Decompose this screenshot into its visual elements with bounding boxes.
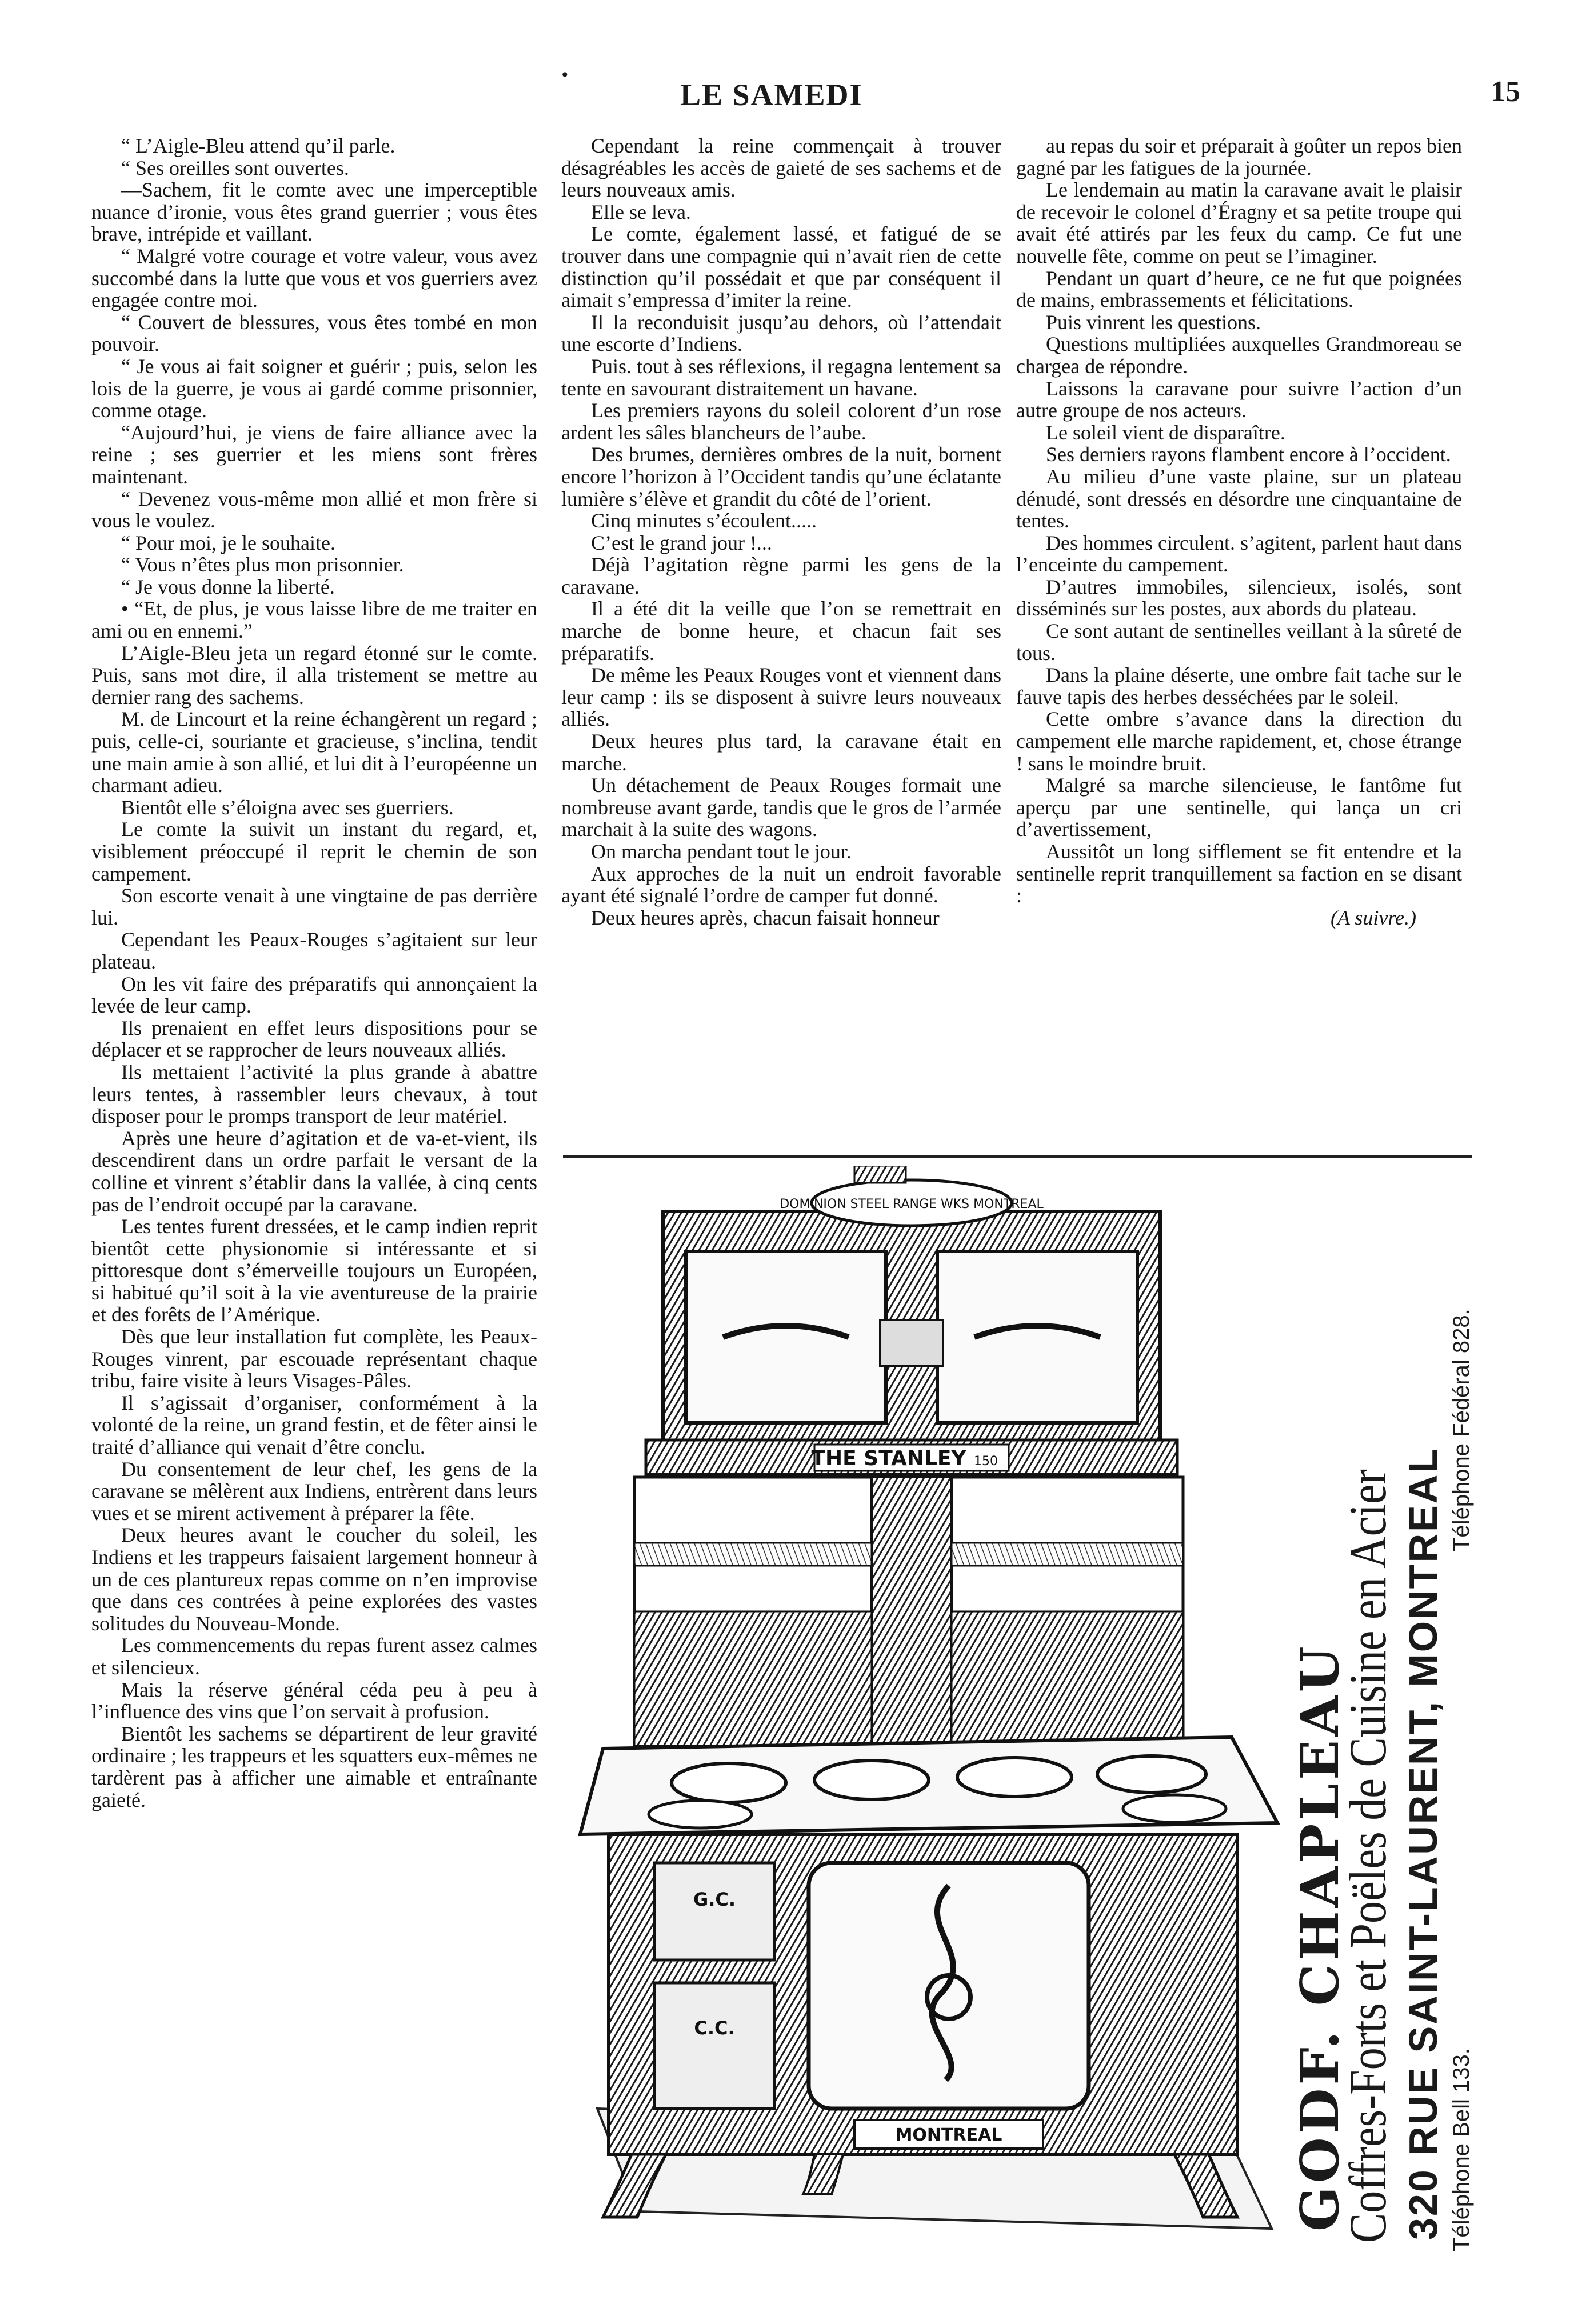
paragraph: Après une heure d’agitation et de va-et-vient, ils descendirent dans un ordre parfait le versant de la colline et vinrent s’établir dans la vallée, à cinq cents pas de l’endroit occupé par la caravane.	[91, 1126, 537, 1216]
paragraph: Ils mettaient l’activité la plus grande à abattre leurs tentes, à rassembler leurs chevaux, à tout disposer pour le promps transport de leur matériel.	[91, 1060, 537, 1128]
ad-address: 320 RUE SAINT-LAURENT, MONTREAL	[1401, 1446, 1445, 2240]
paragraph: Puis vinrent les questions.	[1046, 310, 1261, 334]
ad-phone-bell: Téléphone Bell 133.	[1449, 2048, 1474, 2251]
paragraph: Mais la réserve général céda peu à peu à l’influence des vins que l’on servait à profusion.	[91, 1678, 537, 1723]
header-dot: •	[560, 66, 570, 85]
paragraph: Son escorte venait à une vingtaine de pas derrière lui.	[91, 884, 537, 929]
paragraph: Aux approches de la nuit un endroit favorable ayant été signalé l’ordre de camper fut donné.	[561, 862, 1001, 907]
paragraph: “ Pour moi, je le souhaite.	[121, 531, 335, 554]
ad-merchant-name: GODF. CHAPLEAU	[1289, 1643, 1351, 2231]
paragraph: Dès que leur installation fut complète, les Peaux-Rouges vinrent, par escouade représentant chaque tribu, faire visite à leurs Visages-Pâles.	[91, 1325, 537, 1393]
text-column-2	[561, 135, 1001, 929]
paragraph: Des hommes circulent. s’agitent, parlent haut dans l’enceinte du campement.	[1016, 531, 1462, 577]
text-column-1	[91, 135, 537, 1811]
paragraph: Bientôt les sachems se départirent de leur gravité ordinaire ; les trappeurs et les squatters eux-mêmes ne tardèrent pas à afficher une aimable et entraînante gaieté.	[91, 1722, 537, 1811]
stove-model: 150	[974, 1454, 998, 1469]
stove-plate-text: DOMINION STEEL RANGE WKS MONTREAL	[780, 1197, 1044, 1211]
paragraph: Les premiers rayons du soleil colorent d’un rose ardent les sâles blancheurs de l’aube.	[561, 399, 1001, 444]
stove-brand: THE STANLEY	[811, 1447, 966, 1470]
paragraph: Deux heures après, chacun faisait honneur	[591, 906, 940, 929]
paragraph: Les commencements du repas furent assez calmes et silencieux.	[91, 1634, 537, 1679]
paragraph: Aussitôt un long sifflement se fit entendre et la sentinelle reprit tranquillement sa faction en se disant :	[1016, 840, 1462, 907]
paragraph: Malgré sa marche silencieuse, le fantôme fut aperçu par une sentinelle, qui lança un cri d’avertissement,	[1016, 774, 1462, 841]
paragraph: Les tentes furent dressées, et le camp indien reprit bientôt cette physionomie si intéressante et si pittoresque dont s’émerveille toujours un Européen, si habitué qu’il soit à la vie aventureuse de la prairie et des forêts de l’Amérique.	[91, 1215, 537, 1326]
paragraph: “Aujourd’hui, je viens de faire alliance avec la reine ; ses guerrier et les miens sont frères maintenant.	[91, 421, 537, 488]
oven-door-label-2: C.C.	[694, 2017, 735, 2039]
paragraph: L’Aigle-Bleu jeta un regard étonné sur le comte. Puis, sans mot dire, il alla tristement se mettre au dernier rang des sachems.	[91, 641, 537, 709]
stove-base-label: MONTREAL	[895, 2125, 1002, 2145]
paragraph: Le soleil vient de disparaître.	[1046, 421, 1285, 444]
paragraph: Déjà l’agitation règne parmi les gens de la caravane.	[561, 553, 1001, 598]
text-column-3	[1016, 135, 1462, 929]
paragraph: —Sachem, fit le comte avec une imperceptible nuance d’ironie, vous êtes grand guerrier ; vous êtes brave, intrépide et vaillant.	[91, 178, 537, 246]
paragraph: Le lendemain au matin la caravane avait le plaisir de recevoir le colonel d’Éragny et sa petite troupe qui avait été attirés par les feux du camp. Ce fut une nouvelle fête, comme on peut se l’imaginer.	[1016, 178, 1462, 267]
paragraph: Il la reconduisit jusqu’au dehors, où l’attendait une escorte d’Indiens.	[561, 310, 1001, 356]
paragraph: Cependant les Peaux-Rouges s’agitaient sur leur plateau.	[91, 928, 537, 973]
paragraph: On les vit faire des préparatifs qui annonçaient la levée de leur camp.	[91, 972, 537, 1018]
advertisement	[1289, 1163, 1489, 2249]
paragraph: Laissons la caravane pour suivre l’action d’un autre groupe de nos acteurs.	[1016, 377, 1462, 422]
paragraph: “ Ses oreilles sont ouvertes.	[121, 156, 349, 179]
ad-description: Coffres-Forts et Poëles de Cuisine en Acier	[1339, 1469, 1397, 2243]
paragraph: • “Et, de plus, je vous laisse libre de me traiter en ami ou en ennemi.”	[91, 597, 537, 643]
paragraph: D’autres immobiles, silencieux, isolés, sont disséminés sur les postes, aux abords du plateau.	[1016, 575, 1462, 621]
paragraph: Le comte, également lassé, et fatigué de se trouver dans une compagnie qui n’avait rien de cette distinction qu’il possédait et que par conséquent il aimait s’empressa d’imiter la reine.	[561, 222, 1001, 312]
stove-illustration	[569, 1166, 1295, 2246]
paragraph: Le comte la suivit un instant du regard, et, visiblement préoccupé il reprit le chemin de son campement.	[91, 818, 537, 885]
paragraph: au repas du soir et préparait à goûter un repos bien gagné par les fatigues de la journée.	[1016, 134, 1462, 179]
paragraph: “ Malgré votre courage et votre valeur, vous avez succombé dans la lutte que vous et vos guerriers avez engagée contre moi.	[91, 244, 537, 312]
paragraph: Ce sont autant de sentinelles veillant à la sûreté de tous.	[1016, 619, 1462, 665]
ad-phone-federal: Téléphone Fédéral 828.	[1449, 1309, 1474, 1551]
paragraph: Il a été dit la veille que l’on se remettrait en marche de bonne heure, et chacun fait ses préparatifs.	[561, 597, 1001, 665]
page-number: 15	[1491, 75, 1520, 108]
page-header	[560, 66, 1532, 117]
paragraph: Questions multipliées auxquelles Grandmoreau se chargea de répondre.	[1016, 333, 1462, 378]
paragraph: “ Couvert de blessures, vous êtes tombé en mon pouvoir.	[91, 310, 537, 356]
paragraph: Ses derniers rayons flambent encore à l’occident.	[1046, 443, 1451, 466]
paragraph: Un détachement de Peaux Rouges formait une nombreuse avant garde, tandis que le gros de l’armée marchait à la suite des wagons.	[561, 774, 1001, 841]
paragraph: On marcha pendant tout le jour.	[591, 840, 852, 863]
paragraph: “ Devenez vous-même mon allié et mon frère si vous le voulez.	[91, 487, 537, 533]
paragraph: Au milieu d’une vaste plaine, sur un plateau dénudé, sont dressés en désordre une cinquantaine de tentes.	[1016, 465, 1462, 533]
paragraph: “ Je vous donne la liberté.	[121, 575, 335, 598]
paragraph: Elle se leva.	[591, 200, 691, 223]
paragraph: Puis. tout à ses réflexions, il regagna lentement sa tente en savourant distraitement un havane.	[561, 354, 1001, 400]
to-be-continued: (A suivre.)	[1331, 906, 1416, 929]
paragraph: “ Je vous ai fait soigner et guérir ; puis, selon les lois de la guerre, je vous ai gardé comme prisonnier, comme otage.	[91, 354, 537, 422]
paragraph: Deux heures plus tard, la caravane était en marche.	[561, 730, 1001, 775]
paragraph: Ils prenaient en effet leurs dispositions pour se déplacer et se rapprocher de leurs nouveaux alliés.	[91, 1016, 537, 1062]
paragraph: Pendant un quart d’heure, ce ne fut que poignées de mains, embrassements et félicitations.	[1016, 266, 1462, 312]
paragraph: Du consentement de leur chef, les gens de la caravane se mêlèrent aux Indiens, entrèrent dans leurs vues et se mirent activement à préparer la fête.	[91, 1457, 537, 1525]
paragraph: Dans la plaine déserte, une ombre fait tache sur le fauve tapis des herbes desséchées par le soleil.	[1016, 663, 1462, 709]
paragraph: Il s’agissait d’organiser, conformément à la volonté de la reine, un grand festin, et de fêter ainsi le traité d’alliance qui venait d’être conclu.	[91, 1391, 537, 1459]
paragraph: “ L’Aigle-Bleu attend qu’il parle.	[121, 134, 396, 157]
paragraph: M. de Lincourt et la reine échangèrent un regard ; puis, celle-ci, souriante et gracieuse, s’inclina, tendit une main amie à son allié, et lui dit à l’européenne un charmant adieu.	[91, 707, 537, 797]
paragraph: Cinq minutes s’écoulent.....	[591, 509, 817, 533]
paragraph: Des brumes, dernières ombres de la nuit, bornent encore l’horizon à l’Occident tandis qu’une éclatante lumière s’élève et grandit du côté de l’orient.	[561, 443, 1001, 510]
paragraph: “ Vous n’êtes plus mon prisonnier.	[121, 553, 404, 577]
paragraph: Cette ombre s’avance dans la direction du campement elle marche rapidement, et, chose étrange ! sans le moindre bruit.	[1016, 707, 1462, 775]
section-divider	[563, 1155, 1472, 1158]
paragraph: De même les Peaux Rouges vont et viennent dans leur camp : ils se disposent à suivre leurs nouveaux alliés.	[561, 663, 1001, 731]
paragraph: Deux heures avant le coucher du soleil, les Indiens et les trappeurs faisaient largement honneur à un de ces plantureux repas comme on n’en improvise que dans ces contrées à peine explorées des vastes solitudes du Nouveau-Monde.	[91, 1523, 537, 1635]
paragraph: C’est le grand jour !...	[591, 531, 772, 554]
masthead-title: LE SAMEDI	[680, 78, 863, 112]
paragraph: Cependant la reine commençait à trouver désagréables les accès de gaieté de ses sachems et de leurs nouveaux amis.	[561, 134, 1001, 202]
oven-door-label-1: G.C.	[693, 1889, 736, 1910]
paragraph: Bientôt elle s’éloigna avec ses guerriers.	[121, 795, 454, 819]
